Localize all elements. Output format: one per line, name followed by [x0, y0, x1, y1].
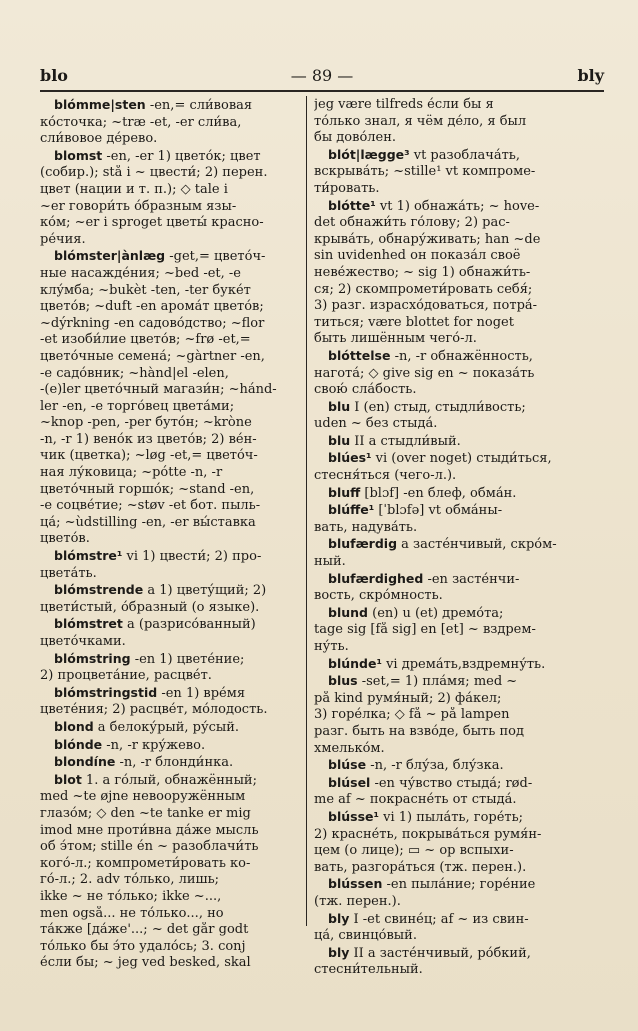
entry-line: цвети́стый, о́бразный (о языке).: [40, 599, 260, 615]
entry-line: то́лько знал, я чём де́ло, я был: [314, 113, 527, 129]
guide-word-right: bly: [577, 66, 604, 85]
entry-line: (собир.); stå i ~ цвести́; 2) перен.: [40, 165, 268, 181]
entry-line: об э́том; stille én ~ разоблачи́ть: [40, 839, 259, 855]
entry-line: крыва́ть, обнару́живать; han ~de: [314, 231, 541, 247]
entry-line: blot 1. a го́лый, обнажённый;: [54, 771, 257, 788]
entry-line: blússen -en пыла́ние; горе́ние: [328, 876, 536, 893]
entry-line: хмелько́м.: [314, 740, 385, 756]
entry-line: uden ~ без стыда́.: [314, 416, 438, 432]
entry-line: blond a белоку́рый, ру́сый.: [54, 718, 240, 735]
entry-line: ные насажде́ния; ~bed -et, -e: [40, 265, 242, 281]
entry-line: på kind румя́ный; 2) фа́кел;: [314, 690, 502, 706]
entry-line: (тж. перен.).: [314, 893, 401, 909]
entry-line: нагота́; ◇ give sig en ~ показа́ть: [314, 365, 535, 381]
entry-line: го́-л.; 2. adv то́лько, лишь;: [40, 872, 220, 888]
entry-line: blúes¹ vi (over noget) стыди́ться,: [328, 450, 552, 467]
entry-line: 2) красне́ть, покрыва́ться румя́н-: [314, 826, 542, 842]
entry-line: blus -set,= 1) пла́мя; med ~: [328, 673, 518, 690]
entry-line: bly II a засте́нчивый, ро́бкий,: [328, 944, 531, 961]
entry-line: blótte¹ vt 1) обнажа́ть; ~ hove-: [328, 197, 540, 214]
entry-line: jeg være tilfreds е́сли бы я: [314, 97, 494, 112]
entry-line: стесня́ться (чего-л.).: [314, 468, 457, 484]
entry-line: -et изоби́лие цвето́в; ~frø -et,=: [40, 332, 251, 348]
entry-line: bly I -et свине́ц; af ~ из свин-: [328, 910, 529, 927]
header-rule: [40, 90, 604, 92]
entry-line: ну́ть.: [314, 639, 349, 654]
entry-line: blufærdighed -en засте́нчи-: [328, 570, 520, 587]
right-column: [314, 97, 604, 979]
entry-line: blóttelse -n, -r обнажённость,: [328, 347, 533, 364]
entry-line: цвето́чный горшо́к; ~stand -en,: [40, 481, 255, 497]
entry-line: стесни́тельный.: [314, 962, 423, 978]
entry-line: tage sig [få sig] en [et] ~ вздрем-: [314, 622, 536, 638]
entry-line: титься; være blottet for noget: [314, 314, 514, 330]
entry-line: imod мне проти́вна да́же мысль: [40, 822, 259, 838]
entry-line: цвето́чками.: [40, 634, 126, 649]
entry-line: 2) процвета́ние, расцве́т.: [40, 668, 212, 684]
entry-line: вать, надува́ть.: [314, 519, 418, 535]
page-number: — 89 —: [290, 66, 354, 85]
entry-line: blúnde¹ vi дрема́ть,вздремну́ть.: [328, 655, 546, 672]
entry-line: blondíne -n, -r блонди́нка.: [54, 754, 234, 771]
entry-line: blómstrende a 1) цвету́щий; 2): [54, 582, 267, 599]
entry-line: -n, -r 1) вено́к из цвето́в; 2) ве́н-: [40, 431, 257, 447]
entry-line: bluff [blɔf] -en блеф, обма́н.: [328, 484, 517, 501]
entry-line: ко́сточка; ~træ -et, -er сли́ва,: [40, 114, 242, 130]
entry-line: blomst -en, -er 1) цвето́к; цвет: [54, 147, 261, 164]
entry-line: бы дово́лен.: [314, 130, 397, 146]
entry-line: вать, разгора́ться (тж. перен.).: [314, 859, 527, 875]
entry-line: кого́-л.; компромети́ровать ко-: [40, 855, 251, 871]
entry-line: blómster|ànlæg -get,= цвето́ч-: [54, 248, 266, 265]
entry-line: blónde -n, -r кру́жево.: [54, 736, 206, 753]
entry-line: ная лу́ковица; ~pótte -n, -r: [40, 465, 223, 481]
entry-line: цвето́чные семена́; ~gàrtner -en,: [40, 348, 265, 364]
left-column: [40, 97, 298, 972]
entry-line: разг. быть на взво́де, быть под: [314, 723, 524, 739]
entry-line: sin uvidenhed он показа́л своё: [314, 248, 521, 264]
entry-line: цвето́в; ~duft -en арома́т цвето́в;: [40, 299, 264, 315]
entry-line: клу́мба; ~bukèt -ten, -ter буке́т: [40, 282, 251, 298]
entry-line: цвето́в.: [40, 531, 90, 547]
entry-line: сли́вовое де́рево.: [40, 131, 158, 147]
guide-word-left: blo: [40, 66, 68, 85]
entry-line: вость, скро́мность.: [314, 588, 443, 604]
entry-line: blómstre¹ vi 1) цвести́; 2) про-: [54, 548, 262, 565]
entry-line: med ~te øjne невооружённым: [40, 789, 246, 805]
entry-line: -(e)ler цвето́чный магази́н; ~hánd-: [40, 382, 277, 398]
entry-line: blómstret a (разрисо́ванный): [54, 616, 256, 633]
entry-line: blúse -n, -r блу́за, блу́зка.: [328, 757, 504, 774]
entry-line: ~dýrkning -en садово́дство; ~flor: [40, 315, 265, 331]
entry-line: ный.: [314, 554, 346, 570]
entry-line: та́кже [да́же'...; ~ det går godt: [40, 922, 249, 938]
entry-line: ре́чия.: [40, 231, 86, 247]
entry-line: чик (цветка); ~løg -et,= цвето́ч-: [40, 448, 258, 464]
entry-line: быть лишённым чего́-л.: [314, 331, 477, 347]
entry-line: цвете́ния; 2) расцве́т, мо́лодость.: [40, 702, 268, 718]
entry-line: blu I (en) стыд, стыдли́вость;: [328, 398, 526, 415]
entry-line: ikke ~ не то́лько; ikke ~...,: [40, 888, 222, 904]
entry-line: blót|lægge³ vt разоблача́ть,: [328, 146, 520, 163]
entry-line: 3) разг. израсхо́доваться, потра́-: [314, 298, 538, 314]
entry-line: me af ~ покрасне́ть от стыда́.: [314, 792, 517, 808]
entry-line: ~knop -pen, -per буто́н; ~kròne: [40, 415, 252, 431]
entry-line: цвета́ть.: [40, 565, 97, 581]
entry-line: -e садо́вник; ~hànd|el -elen,: [40, 365, 229, 381]
entry-line: det обнажи́ть го́лову; 2) рас-: [314, 215, 510, 231]
entry-line: 3) горе́лка; ◇ få ~ på lampen: [314, 707, 510, 723]
entry-line: blómstringstid -en 1) вре́мя: [54, 684, 246, 701]
entry-line: blund (en) u (et) дремо́та;: [328, 604, 504, 621]
entry-line: цем (о лице); ▭ ~ op вспыхи-: [314, 843, 514, 859]
entry-line: вскрыва́ть; ~stille¹ vt компроме-: [314, 164, 536, 180]
entry-line: ~er говори́ть о́бразным язы-: [40, 198, 237, 214]
entry-line: ся; 2) скомпромети́ровать себя́;: [314, 281, 533, 297]
entry-line: men også... не то́лько..., но: [40, 905, 224, 921]
entry-line: -e соцве́тие; ~støv -et бот. пыль-: [40, 498, 261, 514]
entry-line: глазо́м; ◇ den ~te tanke er mig: [40, 805, 251, 821]
entry-line: blómme|sten -en,= сли́вовая: [54, 97, 253, 113]
entry-line: blússe¹ vi 1) пыла́ть, горе́ть;: [328, 808, 524, 825]
entry-line: blu II a стыдли́вый.: [328, 432, 461, 449]
page-header: [40, 66, 604, 88]
entry-line: blómstring -en 1) цвете́ние;: [54, 650, 245, 667]
entry-line: е́сли бы; ~ jeg ved besked, skal: [40, 955, 251, 971]
entry-line: ца́, свинцо́вый.: [314, 928, 417, 944]
entry-line: ler -en, -e торго́вец цвета́ми;: [40, 398, 235, 414]
entry-line: ко́м; ~er i sproget цветы́ красно-: [40, 215, 264, 231]
entry-line: цвет (нации и т. п.); ◇ tale i: [40, 181, 228, 197]
entry-line: ца́; ~ùdstilling -en, -er вы́ставка: [40, 514, 256, 530]
entry-line: свою́ сла́бость.: [314, 382, 417, 398]
entry-line: blúffe¹ [ˈblɔfə] vt обма́ны-: [328, 502, 503, 519]
column-divider: [306, 96, 307, 926]
entry-line: неве́жество; ~ sig 1) обнажи́ть-: [314, 264, 531, 280]
entry-line: ти́ровать.: [314, 180, 380, 196]
entry-line: blúsel -en чу́вство стыда́; rød-: [328, 774, 533, 791]
entry-line: blufærdig a застéнчивый, скро́м-: [328, 536, 557, 553]
entry-line: то́лько бы э́то удало́сь; 3. conj: [40, 938, 246, 954]
